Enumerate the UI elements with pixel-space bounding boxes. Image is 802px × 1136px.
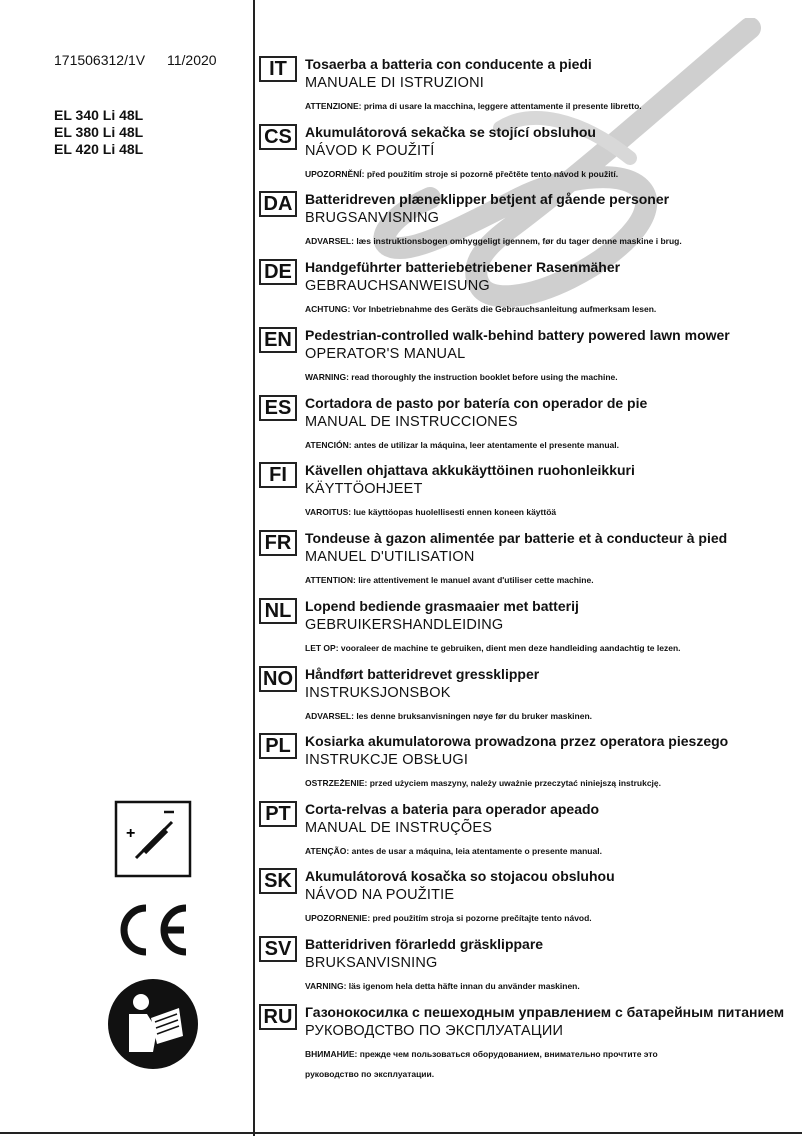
warning-text: VARNING: läs igenom hela detta häfte innan du använder maskinen.: [305, 981, 580, 991]
language-block-sk: [259, 868, 799, 936]
language-block-fi: [259, 462, 799, 530]
product-title: Håndført batteridrevet gressklipper: [305, 666, 540, 682]
product-title: Handgeführter batteriebetriebener Rasenmäher: [305, 259, 621, 275]
manual-name: GEBRUIKERSHANDLEIDING: [305, 617, 504, 633]
model-list: [54, 107, 143, 158]
product-title: Kosiarka akumulatorowa prowadzona przez operatora pieszego: [305, 733, 729, 749]
manual-name: GEBRAUCHSANWEISUNG: [305, 278, 490, 294]
battery-symbol-icon: [114, 800, 192, 878]
language-code: SV: [259, 936, 297, 962]
warning-text: ADVARSEL: læs instruktionsbogen omhyggeligt igennem, før du tager denne maskine i brug.: [305, 236, 682, 246]
manual-name: NÁVOD NA POUŽITIE: [305, 887, 455, 903]
model-item: EL 340 Li 48L: [54, 107, 144, 123]
warning-text: ADVARSEL: les denne bruksanvisningen nøye før du bruker maskinen.: [305, 711, 593, 721]
warning-text: OSTRZEŻENIE: przed użyciem maszyny, należy uważnie przeczytać niniejszą instrukcję.: [305, 778, 662, 788]
language-code: FR: [259, 530, 297, 556]
language-block-es: [259, 395, 799, 463]
manual-name: BRUKSANVISNING: [305, 955, 438, 971]
bottom-rule: [0, 1132, 802, 1134]
language-block-en: [259, 327, 799, 395]
warning-text: VAROITUS: lue käyttöopas huolellisesti ennen koneen käyttöä: [305, 507, 557, 517]
product-title: Cortadora de pasto por batería con operador de pie: [305, 395, 648, 411]
language-block-ru: [259, 1004, 799, 1094]
product-title: Corta-relvas a bateria para operador apeado: [305, 801, 600, 817]
language-code: DA: [259, 191, 297, 217]
language-code: SK: [259, 868, 297, 894]
read-manual-icon: [107, 978, 199, 1070]
language-block-pl: [259, 733, 799, 801]
manual-name: MANUALE DI ISTRUZIONI: [305, 75, 485, 91]
manual-name: РУКОВОДСТВО ПО ЭКСПЛУАТАЦИИ: [305, 1023, 564, 1039]
language-code: PL: [259, 733, 297, 759]
product-title: Akumulátorová kosačka so stojacou obsluhou: [305, 868, 615, 884]
warning-text-continued: руководство по эксплуатации.: [305, 1069, 435, 1079]
language-block-de: [259, 259, 799, 327]
warning-text: UPOZORNĚNÍ: před použitím stroje si pozorně přečtěte tento návod k použití.: [305, 169, 619, 179]
document-code: [54, 52, 217, 68]
language-block-sv: [259, 936, 799, 1004]
warning-text: WARNING: read thoroughly the instruction booklet before using the machine.: [305, 372, 618, 382]
language-block-pt: [259, 801, 799, 869]
language-code: ES: [259, 395, 297, 421]
manual-name: KÄYTTÖOHJEET: [305, 481, 423, 497]
product-title: Lopend bediende grasmaaier met batterij: [305, 598, 579, 614]
warning-text: ACHTUNG: Vor Inbetriebnahme des Geräts die Gebrauchsanleitung aufmerksam lesen.: [305, 304, 657, 314]
manual-name: NÁVOD K POUŽITÍ: [305, 143, 435, 159]
doc-code: 171506312/1V: [54, 52, 146, 68]
language-code: NO: [259, 666, 297, 692]
warning-text: ATTENZIONE: prima di usare la macchina, leggere attentamente il presente libretto.: [305, 101, 642, 111]
language-block-no: [259, 666, 799, 734]
warning-text: ATTENTION: lire attentivement le manuel avant d'utiliser cette machine.: [305, 575, 594, 585]
manual-name: MANUAL DE INSTRUÇÕES: [305, 820, 493, 836]
product-title: Газонокосилка с пешеходным управлением с батарейным питанием: [305, 1004, 785, 1020]
warning-text: ATENCIÓN: antes de utilizar la máquina, leer atentamente el presente manual.: [305, 440, 619, 450]
manual-name: INSTRUKSJONSBOK: [305, 685, 451, 701]
manual-name: MANUEL D'UTILISATION: [305, 549, 475, 565]
language-code: EN: [259, 327, 297, 353]
language-code: DE: [259, 259, 297, 285]
model-item: EL 380 Li 48L: [54, 124, 144, 140]
warning-text: UPOZORNENIE: pred použitím stroja si pozorne prečítajte tento návod.: [305, 913, 592, 923]
manual-name: MANUAL DE INSTRUCCIONES: [305, 414, 518, 430]
language-code: CS: [259, 124, 297, 150]
language-code: FI: [259, 462, 297, 488]
language-code: PT: [259, 801, 297, 827]
svg-text:+: +: [126, 825, 136, 842]
vertical-divider: [253, 0, 255, 1136]
product-title: Pedestrian-controlled walk-behind battery powered lawn mower: [305, 327, 730, 343]
language-block-da: [259, 191, 799, 259]
language-block-cs: [259, 124, 799, 192]
doc-date: 11/2020: [166, 52, 217, 68]
product-title: Tosaerba a batteria con conducente a piedi: [305, 56, 592, 72]
model-item: EL 420 Li 48L: [54, 141, 144, 157]
product-title: Kävellen ohjattava akkukäyttöinen ruohonleikkuri: [305, 462, 635, 478]
product-title: Batteridriven förarledd gräsklippare: [305, 936, 544, 952]
manual-name: INSTRUKCJE OBSŁUGI: [305, 752, 469, 768]
language-block-nl: [259, 598, 799, 666]
manual-name: BRUGSANVISNING: [305, 210, 440, 226]
ce-mark-icon: [112, 900, 194, 960]
language-code: NL: [259, 598, 297, 624]
language-block-it: [259, 56, 799, 124]
product-title: Batteridreven plæneklipper betjent af gående personer: [305, 191, 670, 207]
warning-text: ВНИМАНИЕ: прежде чем пользоваться оборудованием, внимательно прочтите это: [305, 1049, 658, 1059]
language-code: RU: [259, 1004, 297, 1030]
language-block-fr: [259, 530, 799, 598]
warning-text: ATENÇÃO: antes de usar a máquina, leia atentamente o presente manual.: [305, 846, 602, 856]
product-title: Tondeuse à gazon alimentée par batterie et à conducteur à pied: [305, 530, 728, 546]
language-code: IT: [259, 56, 297, 82]
warning-text: LET OP: vooraleer de machine te gebruiken, dient men deze handleiding aandachtig te lezen.: [305, 643, 681, 653]
product-title: Akumulátorová sekačka se stojící obsluhou: [305, 124, 596, 140]
manual-name: OPERATOR'S MANUAL: [305, 346, 466, 362]
